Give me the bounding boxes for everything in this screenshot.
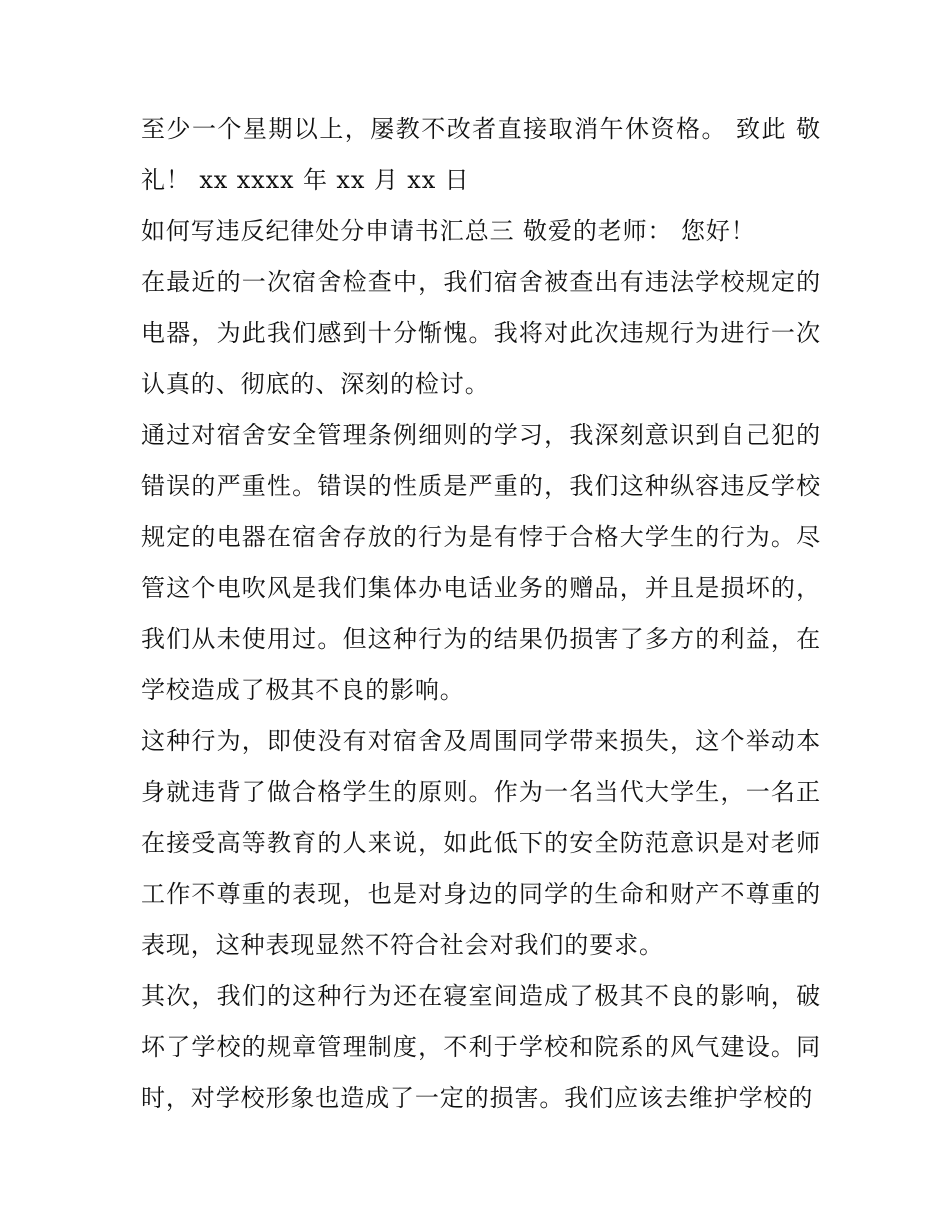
document-body [141, 104, 821, 1124]
paragraph-principle: 这种行为，即使没有对宿舍及周围同学带来损失，这个举动本身就违背了做合格学生的原则。作为一名当代大学生，一名正在接受高等教育的人来说，如此低下的安全防范意识是对老师工作不尊重的表现，也是对身边的同学的生命和财产不尊重的表现，这种表现显然不符合社会对我们的要求。 [141, 727, 821, 959]
paragraph-inspection: 在最近的一次宿舍检查中，我们宿舍被查出有违法学校规定的电器，为此我们感到十分惭愧。我将对此次违规行为进行一次认真的、彻底的、深刻的检讨。 [141, 268, 821, 398]
paragraph-closing: 至少一个星期以上，屡教不改者直接取消午休资格。 致此 敬礼！ xx xxxx 年 xx 月 xx 日 [141, 115, 821, 194]
paragraph-heading: 如何写违反纪律处分申请书汇总三 敬爱的老师： 您好！ [141, 217, 756, 245]
paragraph-reflection: 通过对宿舍安全管理条例细则的学习，我深刻意识到自己犯的错误的严重性。错误的性质是严重的，我们这种纵容违反学校规定的电器在宿舍存放的行为是有悖于合格大学生的行为。尽管这个电吹风是我们集体办电话业务的赠品，并且是损坏的，我们从未使用过。但这种行为的结果仍损害了多方的利益，在学校造成了极其不良的影响。 [141, 421, 821, 704]
paragraph-influence: 其次，我们的这种行为还在寝室间造成了极其不良的影响，破坏了学校的规章管理制度，不利于学校和院系的风气建设。同时，对学校形象也造成了一定的损害。我们应该去维护学校的 [141, 982, 821, 1112]
